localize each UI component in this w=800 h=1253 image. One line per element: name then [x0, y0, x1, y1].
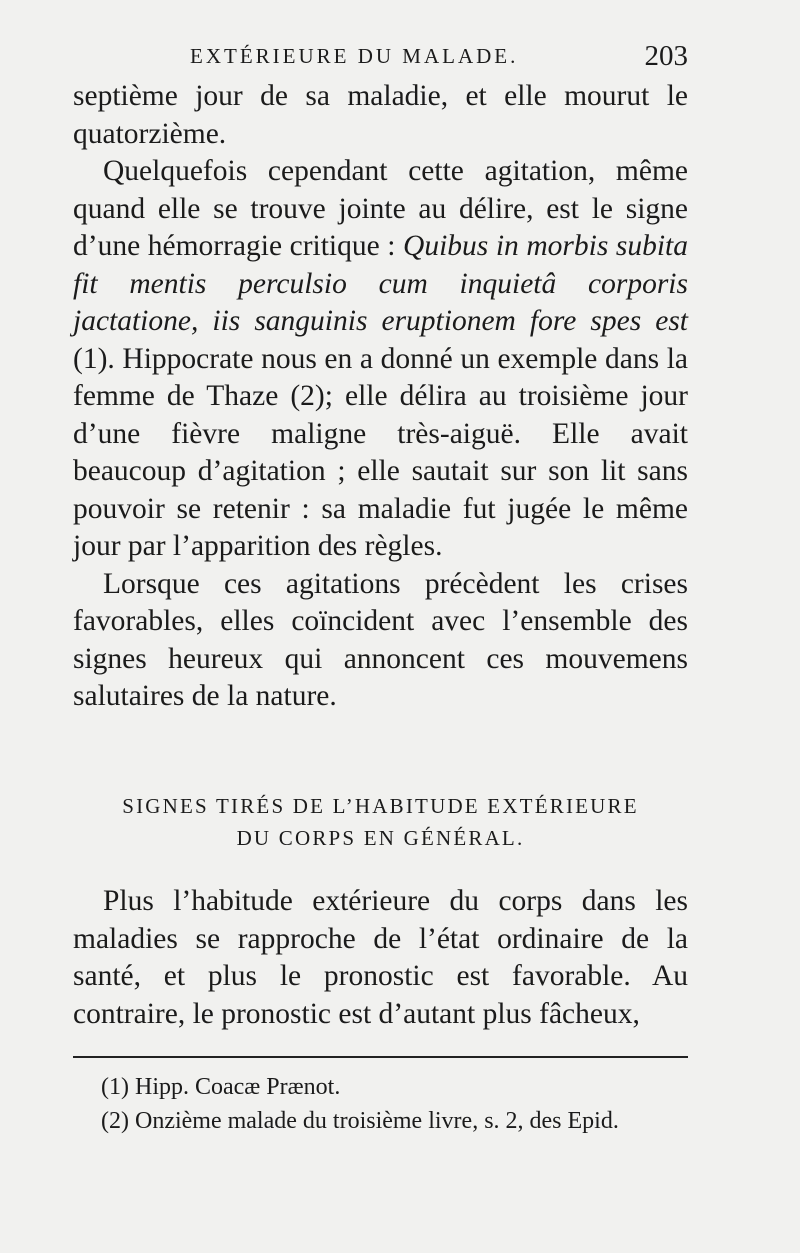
section-heading-line-1: SIGNES TIRÉS DE L’HABITUDE EXTÉRIEURE: [122, 794, 639, 818]
footnote-1: (1) Hipp. Coacæ Prænot.: [101, 1074, 341, 1100]
paragraph-2-text-a: Quelquefois cependant cette agitation, même quand elle se trouve jointe au délire, est le signe d’une hémorragie critique :: [73, 155, 688, 262]
paragraph-2: [73, 153, 688, 566]
paragraph-1: septième jour de sa maladie, et elle mourut le quatorzième.: [73, 80, 688, 150]
paragraph-2-text-b: (1). Hippocrate nous en a donné un exemple dans la femme de Thaze (2); elle délira au troisième jour d’une fièvre maligne très-aiguë. Elle avait beaucoup d’agitation ; elle sautait sur son lit sans pouvoir se retenir : sa maladie fut jugée le même jour par l’apparition des règles.: [73, 342, 688, 562]
running-title: EXTÉRIEURE DU MALADE.: [190, 44, 519, 68]
paragraph-4: Plus l’habitude extérieure du corps dans les maladies se rapproche de l’état ordinaire de la santé, et plus le pronostic est favorable. Au contraire, le pronostic est d’autant plus fâcheux,: [73, 885, 688, 1030]
main-text: [73, 78, 688, 716]
page-header: [72, 38, 688, 78]
paragraph-3: Lorsque ces agitations précèdent les crises favorables, elles coïncident avec l’ensemble des signes heureux qui annoncent ces mouvemens salutaires de la nature.: [73, 567, 688, 712]
latin-quotation: Quibus in morbis subita fit mentis perculsio cum inquietâ corporis jactatione, iis sanguinis eruptionem fore spes est: [73, 230, 688, 337]
footnote-2: (2) Onzième malade du troisième livre, s. 2, des Epid.: [101, 1108, 619, 1134]
page-number: 203: [644, 40, 688, 72]
footnotes: [73, 1070, 688, 1138]
footnote-divider: [73, 1056, 688, 1058]
section-heading: [73, 790, 688, 854]
section-heading-line-2: DU CORPS EN GÉNÉRAL.: [236, 826, 525, 850]
